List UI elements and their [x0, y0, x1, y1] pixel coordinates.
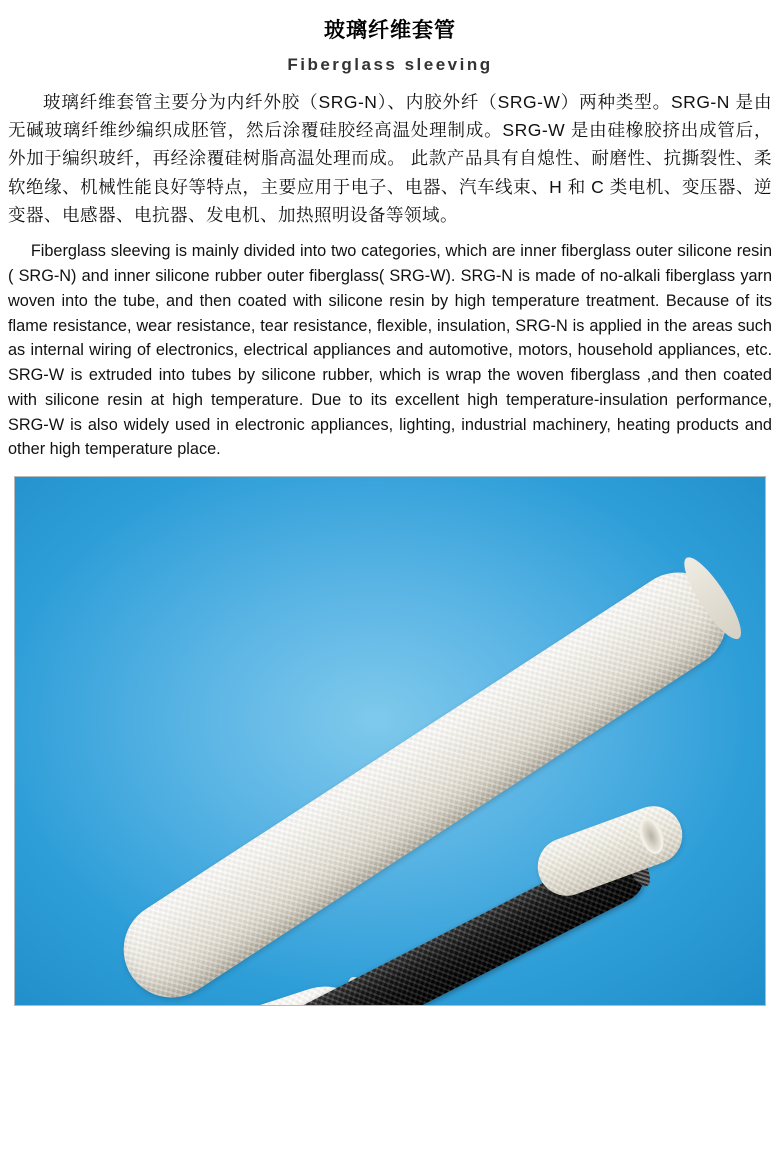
description-paragraph-chinese: 玻璃纤维套管主要分为内纤外胶（SRG-N）、内胶外纤（SRG-W）两种类型。SRG-N 是由无碱玻璃纤维纱编织成胚管，然后涂覆硅胶经高温处理制成。SRG-W 是由硅橡胶挤出成管后，外加于编织玻纤，再经涂覆硅树脂高温处理而成。 此款产品具有自熄性、耐磨性、抗撕裂性、柔软绝缘、机械性能良好等特点，主要应用于电子、电器、汽车线束、H 和 C 类电机、变压器、逆变器、电感器、电抗器、发电机、加热照明设备等领域。	[8, 91, 772, 225]
page-title-chinese: 玻璃纤维套管	[324, 19, 456, 42]
description-paragraph-english: Fiberglass sleeving is mainly divided into two categories, which are inner fiberglass outer silicone resin ( SRG-N) and inner silicone rubber outer fiberglass( SRG-W). SRG-N is made of no-alkali fiberglass yarn woven into the tube, and then coated with silicone resin by high temperature treatment. Because of its flame resistance, wear resistance, tear resistance, flexible, insulation, SRG-N is applied in the areas such as internal wiring of electronics, electrical appliances and automotive, motors, household appliances, etc. SRG-W is extruded into tubes by silicone rubber, which is wrap the woven fiberglass ,and then coated with silicone resin at high temperature. Due to its excellent high temperature-insulation performance, SRG-W is also widely used in electronic appliances, lighting, industrial machinery, heating products and other high temperature place.	[8, 242, 772, 459]
photo-background	[15, 477, 765, 1005]
product-photo	[14, 476, 766, 1006]
page-title-english: Fiberglass sleeving	[287, 55, 493, 75]
document-page	[0, 18, 780, 1164]
